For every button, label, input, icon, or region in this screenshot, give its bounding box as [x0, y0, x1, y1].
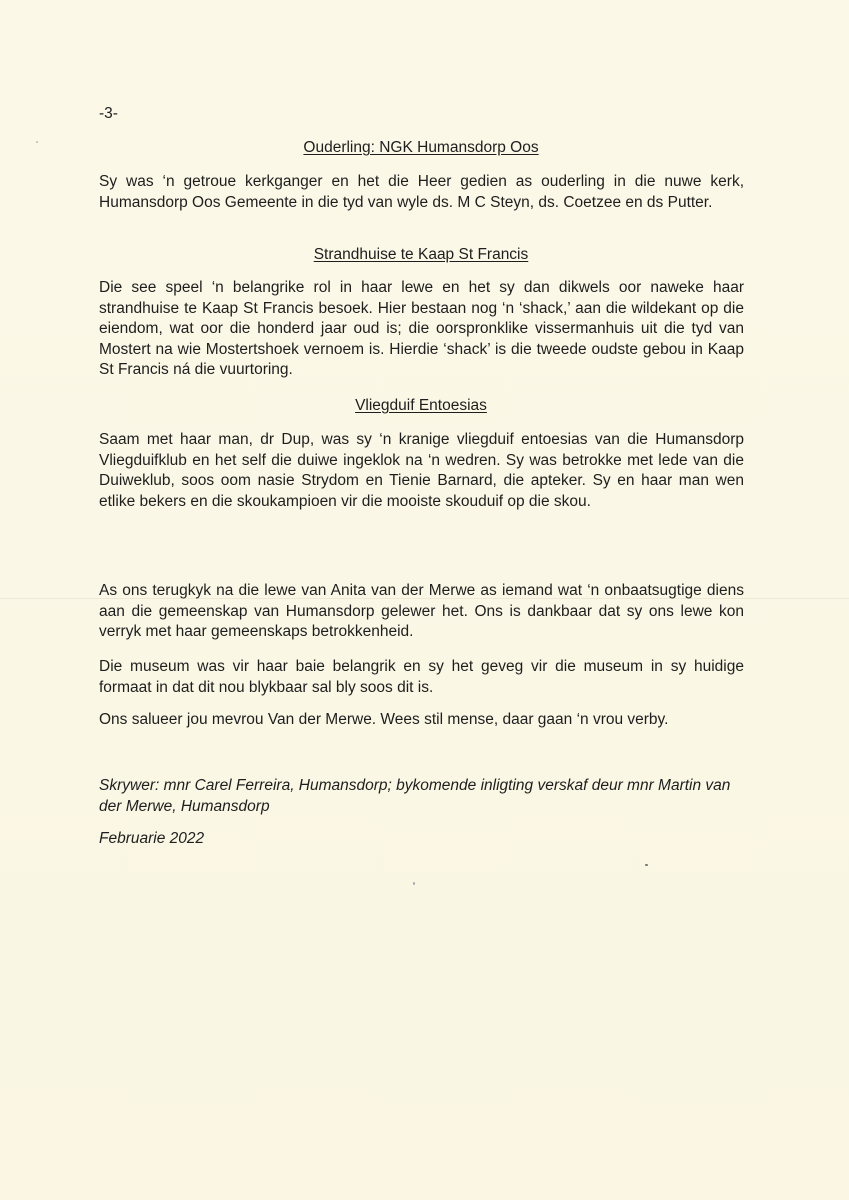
author-note: Skrywer: mnr Carel Ferreira, Humansdorp; bykomende inligting verskaf deur mnr Martin van der Merwe, Humansdorp: [99, 777, 731, 815]
scan-speck: [645, 864, 648, 866]
document-date: Februarie 2022: [99, 830, 205, 847]
heading-ouderling: Ouderling: NGK Humansdorp Oos: [303, 139, 539, 156]
paragraph-museum: Die museum was vir haar baie belangrik en sy het geveg vir die museum in sy huidige formaat in dat dit nou blykbaar sal bly soos dit is.: [99, 658, 744, 696]
paragraph-strandhuise: Die see speel ‘n belangrike rol in haar lewe en het sy dan dikwels oor naweke haar strandhuise te Kaap St Francis besoek. Hier bestaan nog ‘n ‘shack,’ aan die wildekant op die eiendom, wat oor die honderd jaar oud is; die oorspronklike vissermanhuis uit die tyd van Mostert na wie Mostertshoek vernoem is. Hierdie ‘shack’ is die tweede oudste gebou in Kaap St Francis ná die vuurtoring.: [99, 279, 744, 379]
paragraph-vliegduif: Saam met haar man, dr Dup, was sy ‘n kranige vliegduif entoesias van die Humansdorp Vliegduifklub en het self die duiwe ingeklok na ‘n wedren. Sy was betrokke met lede van die Duiweklub, soos oom nasie Strydom en Tienie Barnard, die apteker. Sy en haar man wen etlike bekers en die skoukampioen vir die mooiste skouduif op die skou.: [99, 431, 744, 510]
paragraph-salute: Ons salueer jou mevrou Van der Merwe. Wees stil mense, daar gaan ‘n vrou verby.: [99, 711, 669, 728]
paragraph-tribute: As ons terugkyk na die lewe van Anita van der Merwe as iemand wat ‘n onbaatsugtige diens aan die gemeenskap van Humansdorp gelewer het. Ons is dankbaar dat sy ons lewe kon verryk met haar gemeenskaps betrokkenheid.: [99, 582, 744, 641]
page-number: -3-: [99, 105, 118, 122]
heading-strandhuise: Strandhuise te Kaap St Francis: [313, 246, 529, 263]
scan-speck: [36, 141, 38, 143]
scan-speck: [413, 882, 415, 885]
heading-vliegduif: Vliegduif Entoesias: [355, 397, 487, 414]
paragraph-ouderling: Sy was ‘n getroue kerkganger en het die Heer gedien as ouderling in die nuwe kerk, Humansdorp Oos Gemeente in die tyd van wyle ds. M C Steyn, ds. Coetzee en ds Putter.: [99, 173, 744, 211]
